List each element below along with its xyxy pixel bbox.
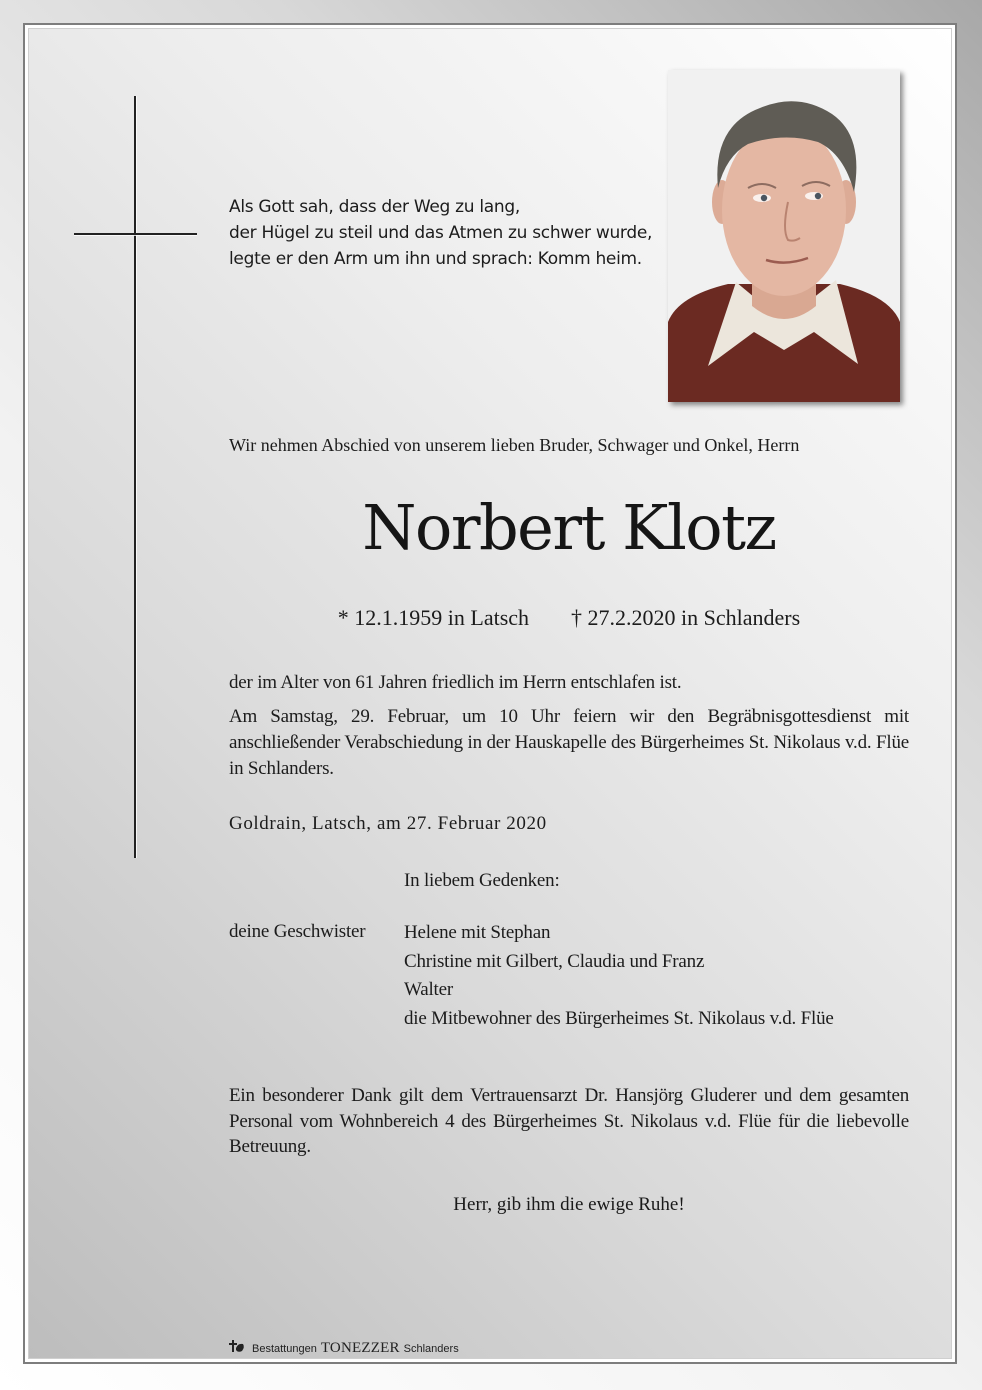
poem-line: der Hügel zu steil und das Atmen zu schwer wurde,: [229, 223, 653, 243]
mourner-item: Walter: [404, 979, 453, 1000]
blessing-text: Herr, gib ihm die ewige Ruhe!: [453, 1194, 685, 1215]
cross-dove-logo-icon: [229, 1340, 245, 1354]
deceased-name: Norbert Klotz: [362, 491, 776, 564]
poem: [229, 194, 652, 272]
portrait-illustration: [668, 70, 900, 402]
service-text: Am Samstag, 29. Februar, um 10 Uhr feiern wir den Begräbnisgottesdienst mit anschließender Verabschiedung in der Hauskapelle des Bürgerheimes St. Nikolaus v.d. Flüe in Schlanders.: [229, 706, 909, 779]
place-date: Goldrain, Latsch, am 27. Februar 2020: [229, 813, 547, 834]
mourners-label: deine Geschwister: [229, 921, 366, 942]
life-dates: [229, 605, 909, 631]
cross-icon-vertical-beam: [134, 96, 136, 858]
death-date: † 27.2.2020 in Schlanders: [571, 605, 801, 630]
intro-text: Wir nehmen Abschied von unserem lieben Bruder, Schwager und Onkel, Herrn: [229, 435, 800, 455]
portrait-photo: [668, 70, 900, 402]
birth-date: * 12.1.1959 in Latsch: [337, 605, 530, 630]
poem-line: Als Gott sah, dass der Weg zu lang,: [229, 197, 520, 217]
footer-suffix: Schlanders: [403, 1343, 459, 1355]
footer-brand: TONEZZER: [320, 1340, 400, 1356]
mourner-item: Christine mit Gilbert, Claudia und Franz: [404, 950, 705, 972]
mourner-item: die Mitbewohner des Bürgerheimes St. Nikolaus v.d. Flüe: [404, 1007, 834, 1029]
footer-prefix: Bestattungen: [252, 1343, 317, 1355]
mourners-list: [404, 919, 834, 1033]
poem-line: legte er den Arm um ihn und sprach: Komm heim.: [229, 249, 642, 269]
memory-heading: In liebem Gedenken:: [404, 870, 560, 891]
thanks-text: Ein besonderer Dank gilt dem Vertrauensarzt Dr. Hansjörg Gluderer und dem gesamten Personal vom Wohnbereich 4 des Bürgerheimes St. Nikolaus v.d. Flüe für die liebevolle Betreuung.: [229, 1085, 909, 1157]
mourner-item: Helene mit Stephan: [404, 922, 551, 943]
cross-icon-horizontal-beam: [74, 233, 197, 235]
funeral-home-footer: [229, 1338, 459, 1357]
age-text: der im Alter von 61 Jahren friedlich im Herrn entschlafen ist.: [229, 672, 682, 693]
